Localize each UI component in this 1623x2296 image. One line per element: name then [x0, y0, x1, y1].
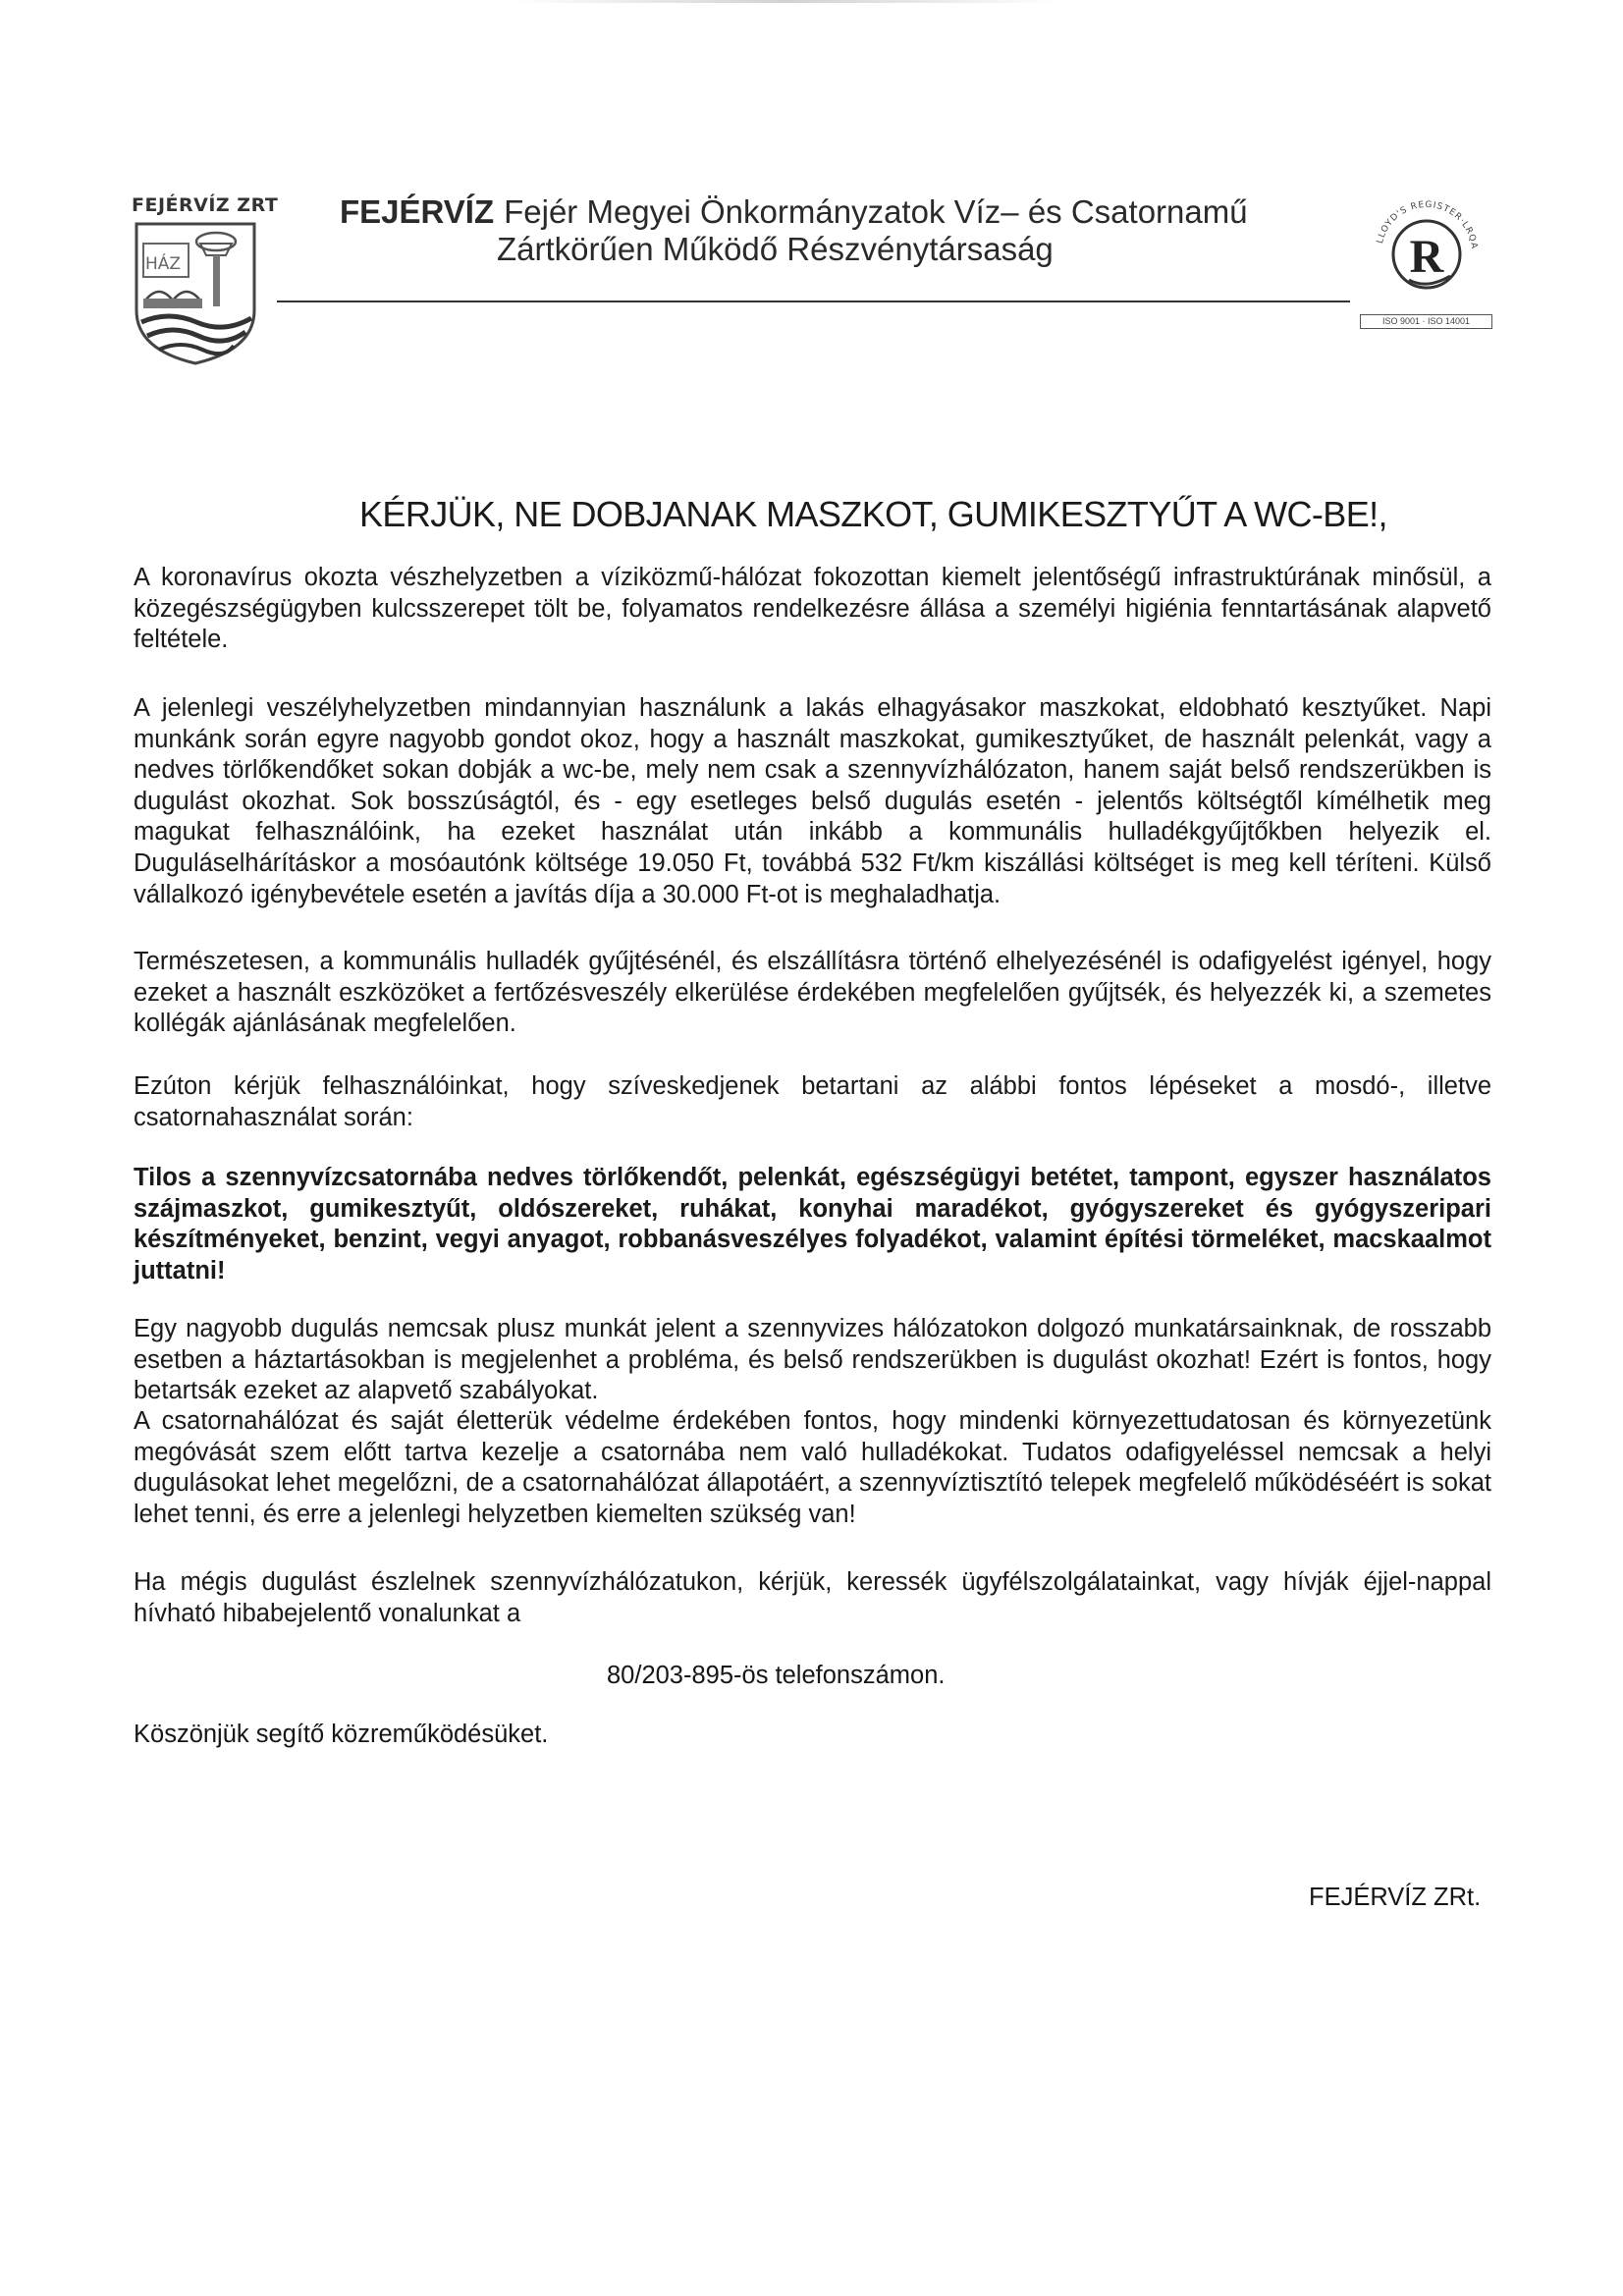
- company-emblem-icon: [132, 220, 259, 367]
- document-title: KÉRJÜK, NE DOBJANAK MASZKOT, GUMIKESZTYŰT A WC-BE!,: [359, 494, 1387, 534]
- cert-iso-label: ISO 9001 · ISO 14001: [1360, 314, 1492, 329]
- certification-mark: [1360, 182, 1492, 329]
- hotline-phone-number: 80/203-895-ös telefonszámon.: [607, 1662, 946, 1689]
- logo-caption: FEJÉRVÍZ ZRT: [132, 194, 279, 216]
- signature: FEJÉRVÍZ ZRt.: [1309, 1884, 1482, 1911]
- company-brand: FEJÉRVÍZ: [340, 193, 495, 230]
- paragraph-contact: Ha mégis dugulást észlelnek szennyvízhálózatukon, kérjük, keressék ügyfélszolgálatainkat, vagy hívják éjjel-nappal hívható hibabejelentő vonalunkat a: [134, 1568, 1491, 1627]
- svg-text:R: R: [1409, 231, 1444, 283]
- company-name-line2: Zártkörűen Működő Részvénytársaság: [497, 231, 1054, 267]
- paragraph-request: Ezúton kérjük felhasználóinkat, hogy szíveskedjenek betartani az alábbi fontos lépéseket a mosdó-, illetve csatornahasználat során:: [134, 1072, 1491, 1131]
- paragraph-prohibited-items: Tilos a szennyvízcsatornába nedves törlőkendőt, pelenkát, egészségügyi betétet, tampont, egyszer használatos szájmaszkot, gumikesztyűt, oldószereket, ruhákat, konyhai maradékot, gyógyszereket és gyógyszeripari készítményeket, benzint, vegyi anyagot, robbanásveszélyes folyadékot, valamint építési törmeléket, macskaalmot juttatni!: [134, 1164, 1491, 1285]
- paragraph-waste-collection: Természetesen, a kommunális hulladék gyűjtésénél, és elszállításra történő elhelyezésénél is odafigyelést igényel, hogy ezeket a használt eszközöket a fertőzésveszély elkerülése érdekében megfelelően gyűjtsék, és helyezzék ki, a szemetes kollégák ajánlásának megfelelően.: [134, 948, 1491, 1038]
- cert-ring-text: LLOYD'S REGISTER·LRQA: [1375, 199, 1480, 250]
- header-divider: [277, 301, 1350, 302]
- paragraph-environment: A csatornahálózat és saját életterük védelme érdekében fontos, hogy mindenki környezettudatosan és környezetünk megóvását szem előtt tartva kezelje a csatornába nem való hulladékokat. Tudatos odafigyeléssel nemcsak a helyi dugulásokat lehet megelőzni, de a csatornahálózat állapotáért, a szennyvíztisztító telepek megfelelő működéséért is sokat lehet tenni, és erre a jelenlegi helyzetben kiemelten szükség van!: [134, 1407, 1491, 1528]
- closing-text: Köszönjük segítő közreműködésüket.: [134, 1721, 549, 1748]
- logo-building-text: HÁZ: [145, 254, 182, 274]
- paragraph-blockage-consequences: Egy nagyobb dugulás nemcsak plusz munkát jelent a szennyvizes hálózatokon dolgozó munkatársainknak, de rosszabb esetben a háztartásokban is megjelenhet a probléma, és belső rendszerükben is dugulást okozhat! Ezért is fontos, hogy betartsák ezeket az alapvető szabályokat.: [134, 1315, 1491, 1405]
- scan-artifact: [511, 0, 1060, 3]
- paragraph-intro: A koronavírus okozta vészhelyzetben a víziközmű-hálózat fokozottan kiemelt jelentőségű infrastruktúrának minősül, a közegészségügyben kulcsszerepet tölt be, folyamatos rendelkezésre állása a személyi higiénia fenntartásának alapvető feltétele.: [134, 564, 1491, 654]
- company-header: [340, 193, 1322, 268]
- paragraph-situation: A jelenlegi veszélyhelyzetben mindannyian használunk a lakás elhagyásakor maszkokat, eldobható kesztyűket. Napi munkánk során egyre nagyobb gondot okoz, hogy a használt maszkokat, gumikesztyűket, de használt pelenkát, vagy a nedves törlőkendőket sokan dobják a wc-be, mely nem csak a szennyvízhálózaton, hanem saját belső rendszerükben is dugulást okozhat. Sok bosszúságtól, és - egy esetleges belső dugulás esetén - jelentős költségtől kímélhetik meg magukat felhasználóink, ha ezeket használat után inkább a kommunális hulladékgyűjtőkben helyezik el. Duguláselhárításkor a mosóautónk költsége 19.050 Ft, továbbá 532 Ft/km kiszállási költséget is meg kell téríteni. Külső vállalkozó igénybevétele esetén a javítás díja a 30.000 Ft-ot is meghaladhatja.: [134, 694, 1491, 908]
- company-logo: [132, 194, 279, 367]
- company-name-text: Fejér Megyei Önkormányzatok Víz– és Csatornamű: [504, 193, 1248, 230]
- lrqa-certification-icon: [1360, 182, 1492, 307]
- company-name-line1: [340, 193, 1322, 231]
